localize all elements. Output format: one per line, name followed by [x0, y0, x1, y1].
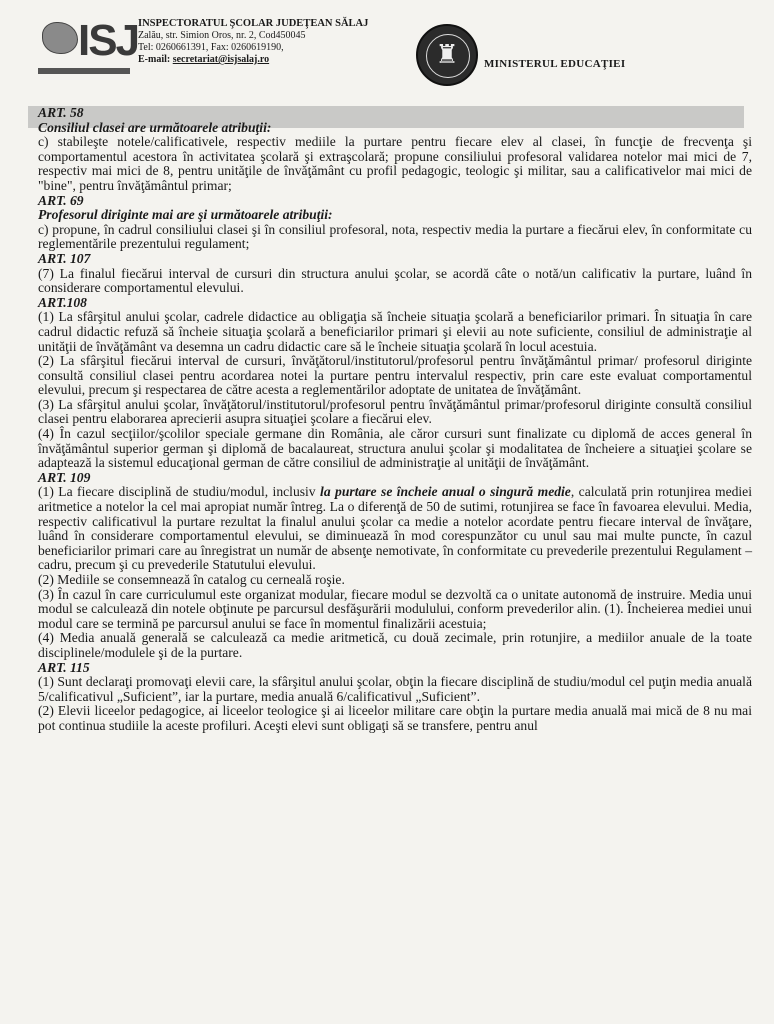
article-heading: ART.108 [38, 294, 87, 310]
paragraph: c) stabileşte notele/calificativele, respectiv mediile la purtare pentru fiecare elev al clasei, în funcţie de frecvenţa şi comportamentul acestora în activitatea şcolară şi extraşcolară; propune consiliului profesoral validarea notelor mai mici de 7, respectiv mai mici de 8, pentru unităţile de învăţământ cu profil pedagogic, teologic şi militar, sau a calificativelor mai mici de "bine", pentru învăţământul primar; [38, 134, 752, 193]
government-seal-icon [416, 24, 478, 86]
email-label: E-mail: [138, 54, 173, 65]
ministry-name: MINISTERUL EDUCAŢIEI [484, 58, 626, 70]
article-heading: ART. 58 [38, 105, 84, 120]
letterhead [0, 0, 774, 108]
paragraph: (2) Mediile se consemnează în catalog cu cerneală roşie. [38, 572, 345, 587]
email-link[interactable]: secretariat@isjsalaj.ro [172, 54, 270, 65]
paragraph: (1) La sfârşitul anului şcolar, cadrele didactice au obligaţia să încheie situaţia şcolară a beneficiarilor primari. În situaţia în care cadrul didactic refuză să încheie situaţia şcolară a beneficiarilor primari şi elevii au note suficiente, consiliul de administraţie al unităţii de învăţământ va desemna un cadru didactic care să le încheie situaţia şcolară în locul acestuia. [38, 309, 752, 354]
isj-logo [38, 16, 139, 74]
article-subheading: Profesorul diriginte mai are şi următoarele atribuţii: [38, 207, 333, 223]
paragraph [38, 485, 752, 573]
article-heading: ART. 115 [38, 659, 90, 675]
institution-email-line [138, 54, 368, 66]
text-run: (1) La fiecare disciplină de studiu/modul, inclusiv [38, 484, 321, 500]
eagle-icon: ♜ [435, 40, 459, 70]
paragraph: (1) Sunt declaraţi promovaţi elevii care, la sfârşitul anului şcolar, obţin la fiecare disciplină de studiu/modul cel puţin media anuală 5/calificativul „Suficient”, iar la purtare, media anuală 6/calificativul „Suficient”. [38, 674, 752, 704]
institution-info [138, 18, 368, 66]
paragraph: (2) Elevii liceelor pedagogice, ai liceelor teologice şi ai liceelor militare care obţin la purtare media anuală mai mică de 8 nu mai pot continua studiile la aceste profiluri. Aceşti elevi sunt obligaţi să se transfere, pentru anul [38, 703, 752, 733]
article-subheading: Consiliul clasei are următoarele atribuţii: [38, 119, 272, 135]
text-run: , calculată prin rotunjirea mediei aritmetice a notelor la cel mai apropiat număr întreg. La o diferenţă de 50 de sutimi, rotunjirea se face în favoarea elevului. Media, respectiv calificativul la purtare rezultat la finalul anului şcolar ca medie a notelor acordate pentru fiecare interval de învăţare, luând în considerare comportamentul elevului, se diminuează în mod corespunzător cu unul sau mai multe puncte, în cazul beneficiarilor primari care au înregistrat un număr de absenţe nemotivate, în conformitate cu prevederile prezentului Regulament – cadru, precum şi cu prevederile Statutului elevului. [38, 484, 752, 573]
institution-address: Zalău, str. Simion Oros, nr. 2, Cod450045 [138, 30, 306, 41]
paragraph: (3) La sfârşitul anului şcolar, învăţătorul/institutorul/profesorul pentru învăţământul primar/profesorul diriginte consultă consiliul clasei pentru elaborarea aprecierii asupra situaţiei şcolare a fiecărui elev. [38, 396, 752, 427]
paragraph: (3) În cazul în care curriculumul este organizat modular, fiecare modul se dezvoltă ca o unitate autonomă de instruire. Media unui modul se calculează din notele obţinute pe parcursul desfăşurării modulului, conform prevederilor alin. (1). Încheierea mediei unui modul care se termină pe parcursul anului se face în momentul finalizării acestuia; [38, 586, 752, 631]
logo-letters: ISJ [78, 16, 139, 65]
institution-phone: Tel: 0260661391, Fax: 0260619190, [138, 42, 284, 53]
emphasis-text: la purtare se încheie anual o singură medie [320, 484, 571, 500]
paragraph: (7) La finalul fiecărui interval de cursuri din structura anului şcolar, se acordă câte o notă/un calificativ la purtare, luând în considerare comportamentul elevului. [38, 265, 752, 296]
paragraph: (4) În cazul secţiilor/şcolilor speciale germane din România, ale căror cursuri sunt finalizate cu diplomă de acces general în învăţământul superior german şi diplomă de bacalaureat, structura anului şcolar şi modalitatea de încheiere a situaţiei şcolare se adaptează la sistemul educaţional german de către consiliul de administraţie al unităţii de învăţământ. [38, 426, 752, 471]
article-heading: ART. 107 [38, 250, 91, 266]
document-body [38, 106, 752, 734]
institution-name: INSPECTORATUL ŞCOLAR JUDEŢEAN SĂLAJ [138, 18, 369, 29]
paragraph: (2) La sfârşitul fiecărui interval de cursuri, învăţătorul/institutorul/profesorul pentru învăţământul primar/ profesorul diriginte consultă consiliul clasei pentru acordarea notei la purtare pentru intervalul respectiv, prin care este evaluat comportamentul elevului, precum şi respectarea de către acesta a reglementărilor adoptate de unitatea de învăţământ. [38, 353, 752, 398]
paragraph: (4) Media anuală generală se calculează ca medie aritmetică, cu două zecimale, prin rotunjire, a mediilor anuale de la toate disciplinele/modulele şi de la purtare. [38, 630, 752, 660]
logo-bar [38, 68, 130, 74]
paragraph: c) propune, în cadrul consiliului clasei şi în consiliul profesoral, nota, respectiv media la purtare a fiecărui elev, în conformitate cu reglementările prezentului regulament; [38, 221, 752, 252]
article-heading: ART. 69 [38, 192, 84, 208]
article-heading: ART. 109 [38, 469, 91, 485]
county-map-icon [42, 22, 78, 54]
